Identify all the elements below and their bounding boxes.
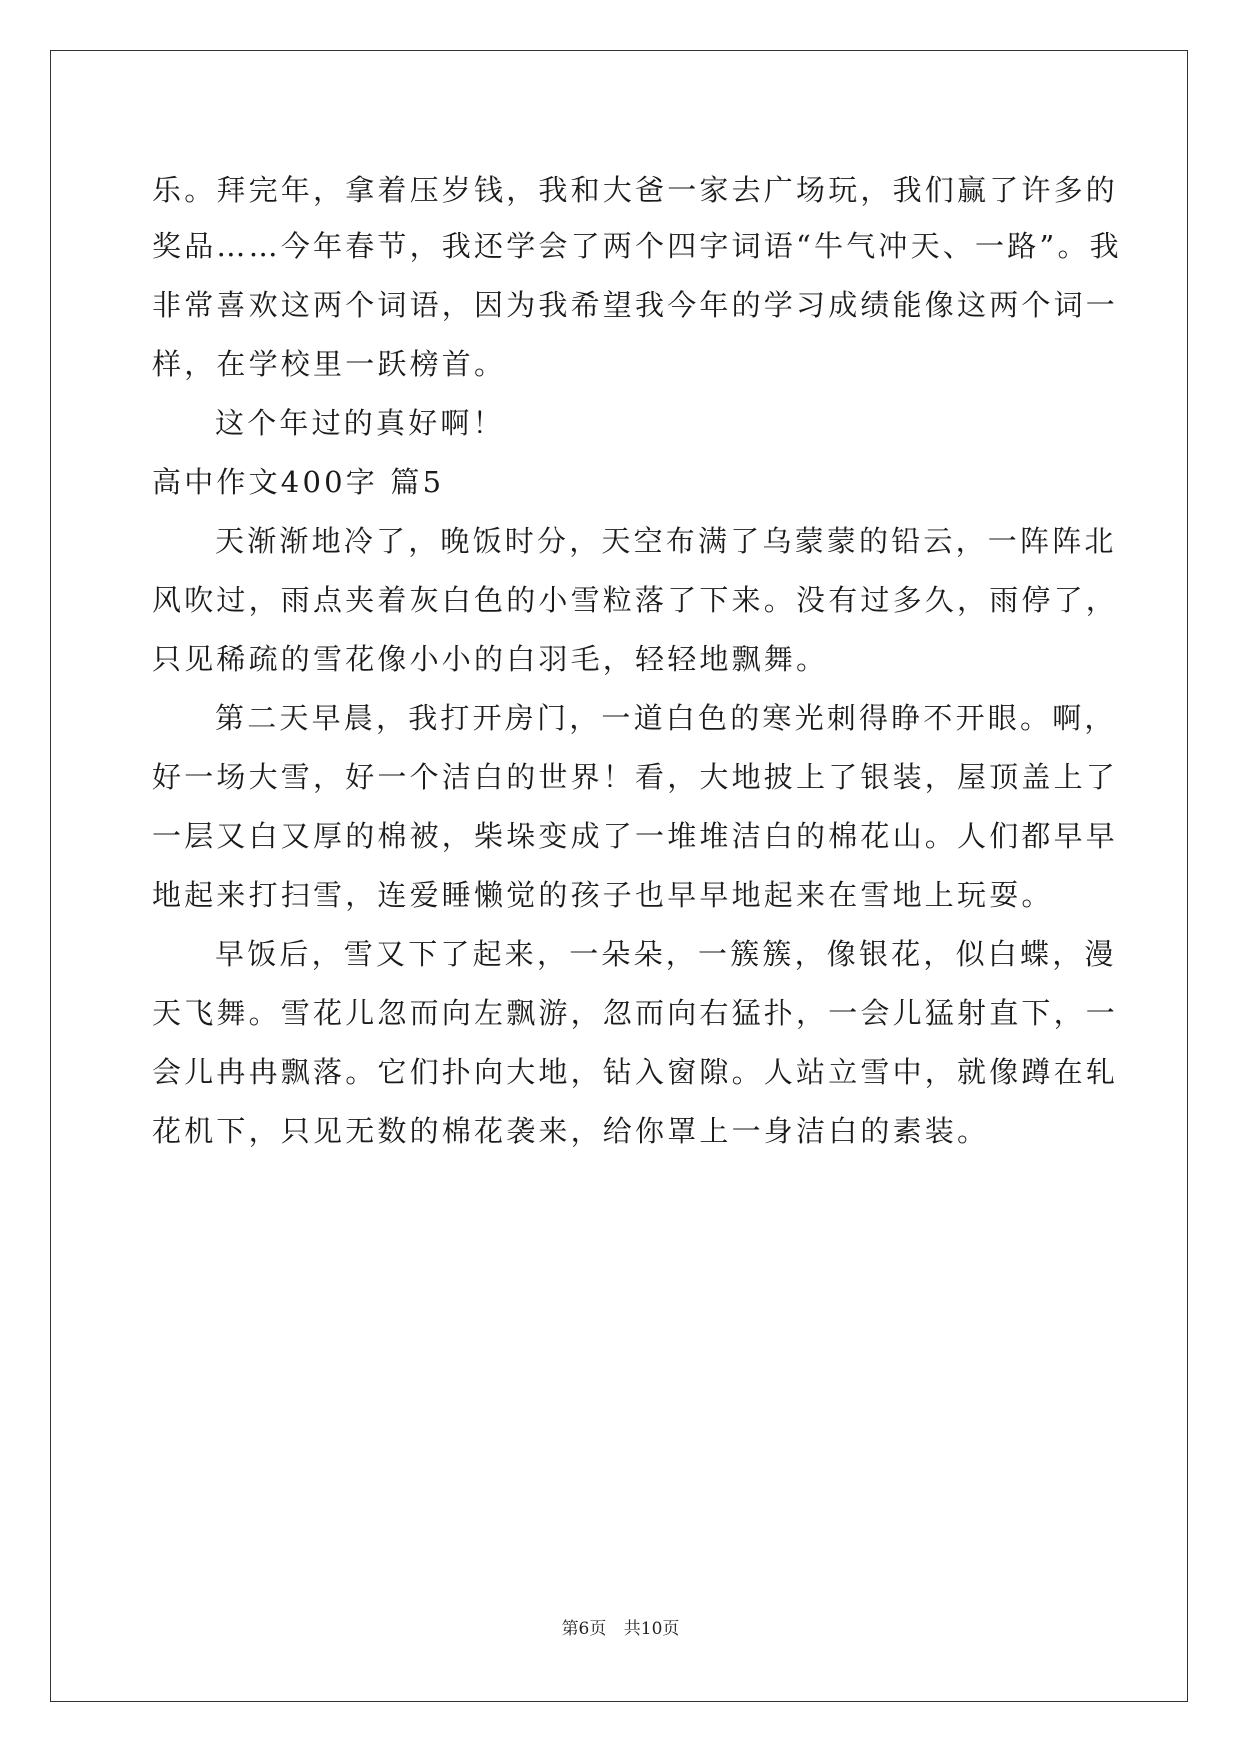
text-line: 早饭后，雪又下了起来，一朵朵，一簇簇，像银花，似白蝶，漫 [215,937,1117,971]
text-line: 天渐渐地冷了，晚饭时分，天空布满了乌蒙蒙的铅云，一阵阵北 [215,524,1117,558]
text-line: 奖品……今年春节，我还学会了两个四字词语“牛气冲天、一路”。我 [152,229,1122,263]
text-line: 样，在学校里一跃榜首。 [152,347,507,381]
page-total: 共10页 [623,1619,680,1639]
text-line: 这个年过的真好啊！ [215,406,505,440]
text-line: 一层又白又厚的棉被，柴垛变成了一堆堆洁白的棉花山。人们都早早 [152,819,1119,853]
text-line: 花机下，只见无数的棉花袭来，给你罩上一身洁白的素装。 [152,1114,990,1148]
text-line: 地起来打扫雪，连爱睡懒觉的孩子也早早地起来在雪地上玩耍。 [152,878,1054,912]
text-line: 乐。拜完年，拿着压岁钱，我和大爸一家去广场玩，我们赢了许多的 [152,173,1119,207]
page-footer [0,1614,1241,1639]
text-line: 只见稀疏的雪花像小小的白羽毛，轻轻地飘舞。 [152,642,829,676]
text-line: 非常喜欢这两个词语，因为我希望我今年的学习成绩能像这两个词一 [152,288,1119,322]
text-line: 好一场大雪，好一个洁白的世界！看，大地披上了银装，屋顶盖上了 [152,760,1119,794]
text-line: 第二天早晨，我打开房门，一道白色的寒光刺得睁不开眼。啊， [215,701,1117,735]
text-line: 天飞舞。雪花儿忽而向左飘游，忽而向右猛扑，一会儿猛射直下，一 [152,996,1119,1030]
text-line: 会儿冉冉飘落。它们扑向大地，钻入窗隙。人站立雪中，就像蹲在轧 [152,1055,1119,1089]
text-line: 风吹过，雨点夹着灰白色的小雪粒落了下来。没有过多久，雨停了， [152,583,1119,617]
page-number: 第6页 [561,1619,607,1639]
section-heading: 高中作文400字 篇5 [152,465,445,499]
